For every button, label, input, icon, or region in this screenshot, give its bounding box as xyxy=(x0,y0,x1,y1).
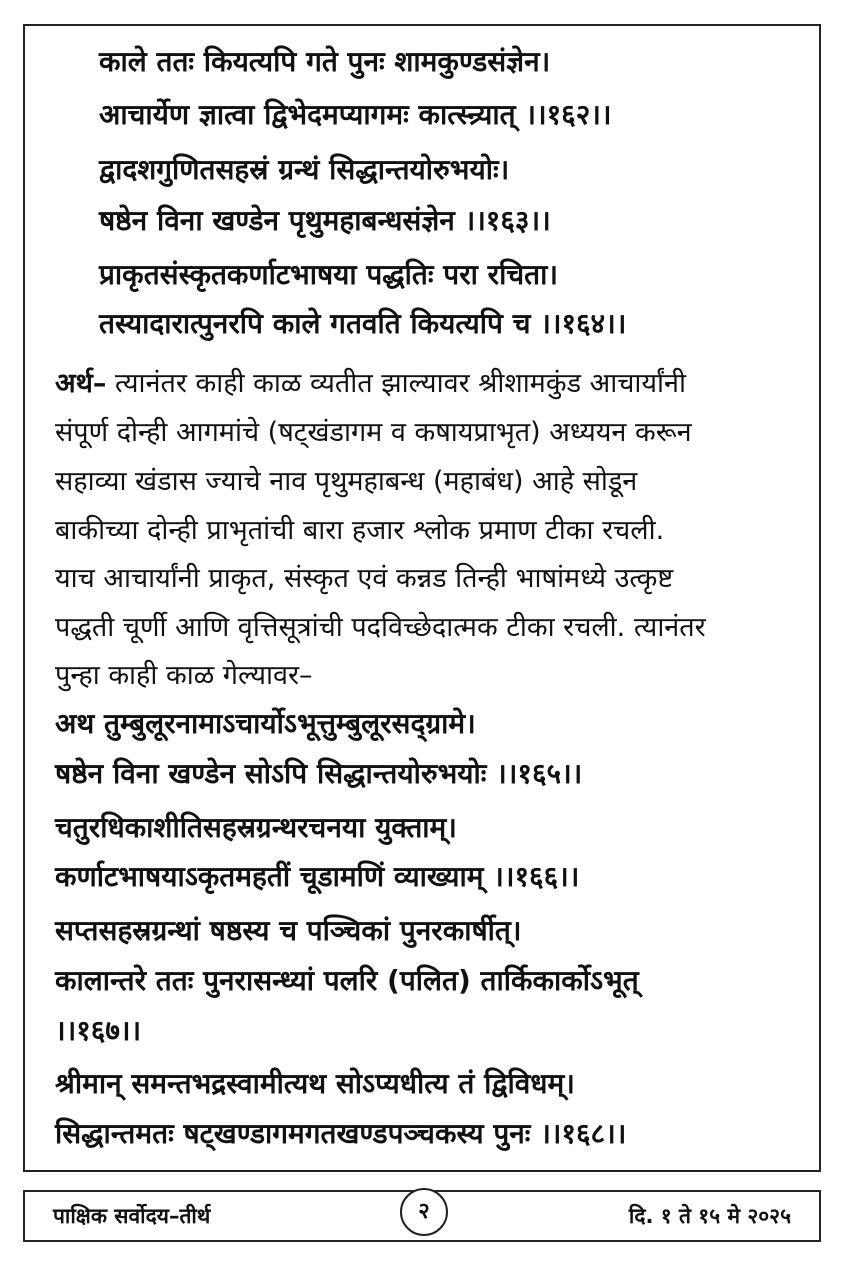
meaning-line: संपूर्ण दोन्ही आगमांचे (षट्खंडागम व कषायप्राभृत) अध्ययन करून xyxy=(55,417,692,448)
verse-line: तस्यादारात्पुनरपि काले गतवति कियत्यपि च ।।१६४।। xyxy=(99,307,627,340)
verse-line: काले ततः कियत्यपि गते पुनः शामकुण्डसंज्ञेन। xyxy=(99,45,551,78)
verse-line: प्राकृतसंस्कृतकर्णाटभाषया पद्धतिः परा रचिता। xyxy=(99,258,558,291)
page-footer xyxy=(23,1190,821,1242)
page-frame xyxy=(23,24,821,1172)
verse-line: चतुरधिकाशीतिसहस्रग्रन्थरचनया युक्ताम्। xyxy=(55,811,457,844)
meaning-line: बाकीच्या दोन्ही प्राभृतांची बारा हजार श्लोक प्रमाण टीका रचली. xyxy=(55,515,665,546)
publication-name: पाक्षिक सर्वोदय–तीर्थ xyxy=(53,1204,211,1228)
verse-line: श्रीमान् समन्तभद्रस्वामीत्यथ सोऽप्यधीत्य तं द्विविधम्। xyxy=(55,1067,575,1100)
meaning-line xyxy=(55,363,686,400)
verse-line: आचार्येण ज्ञात्वा द्विभेदमप्यागमः कात्स्न्र्यात् ।।१६२।। xyxy=(99,98,612,131)
verse-line: द्वादशगुणितसहस्रं ग्रन्थं सिद्धान्तयोरुभयोः। xyxy=(99,153,510,186)
verse-line: अथ तुम्बुलूरनामाऽचार्योऽभूत्तुम्बुलूरसद्ग्रामे। xyxy=(55,707,476,740)
issue-date: दि. १ ते १५ मे २०२५ xyxy=(628,1204,791,1228)
verse-line: ।।१६७।। xyxy=(55,1014,142,1047)
meaning-text: त्यानंतर काही काळ व्यतीत झाल्यावर श्रीशामकुंड आचार्यांनी xyxy=(114,368,686,399)
verse-line: षष्ठेन विना खण्डेन सोऽपि सिद्धान्तयोरुभयोः ।।१६५।। xyxy=(55,757,583,790)
verse-line: कर्णाटभाषयाऽकृतमहतीं चूडामणिं व्याख्याम् ।।१६६।। xyxy=(55,860,580,893)
meaning-line: पुन्हा काही काळ गेल्यावर– xyxy=(55,660,313,691)
verse-line: षष्ठेन विना खण्डेन पृथुमहाबन्धसंज्ञेन ।।१६३।। xyxy=(99,204,551,237)
verse-line: सिद्धान्तमतः षट्खण्डागमगतखण्डपञ्चकस्य पुनः ।।१६८।। xyxy=(55,1117,627,1150)
verse-line: कालान्तरे ततः पुनरासन्ध्यां पलरि (पलित) तार्किकार्कोऽभूत् xyxy=(55,964,639,997)
verse-line: सप्तसहस्रग्रन्थां षष्ठस्य च पञ्चिकां पुनरकार्षीत्। xyxy=(55,914,522,947)
meaning-label: अर्थ– xyxy=(55,368,107,399)
meaning-line: सहाव्या खंडास ज्याचे नाव पृथुमहाबन्ध (महाबंध) आहे सोडून xyxy=(55,466,638,497)
meaning-line: पद्धती चूर्णी आणि वृत्तिसूत्रांची पदविच्छेदात्मक टीका रचली. त्यानंतर xyxy=(55,612,706,643)
meaning-line: याच आचार्यांनी प्राकृत, संस्कृत एवं कन्नड तिन्ही भाषांमध्ये उत्कृष्ट xyxy=(55,563,674,594)
page-number-badge: २ xyxy=(400,1188,448,1236)
